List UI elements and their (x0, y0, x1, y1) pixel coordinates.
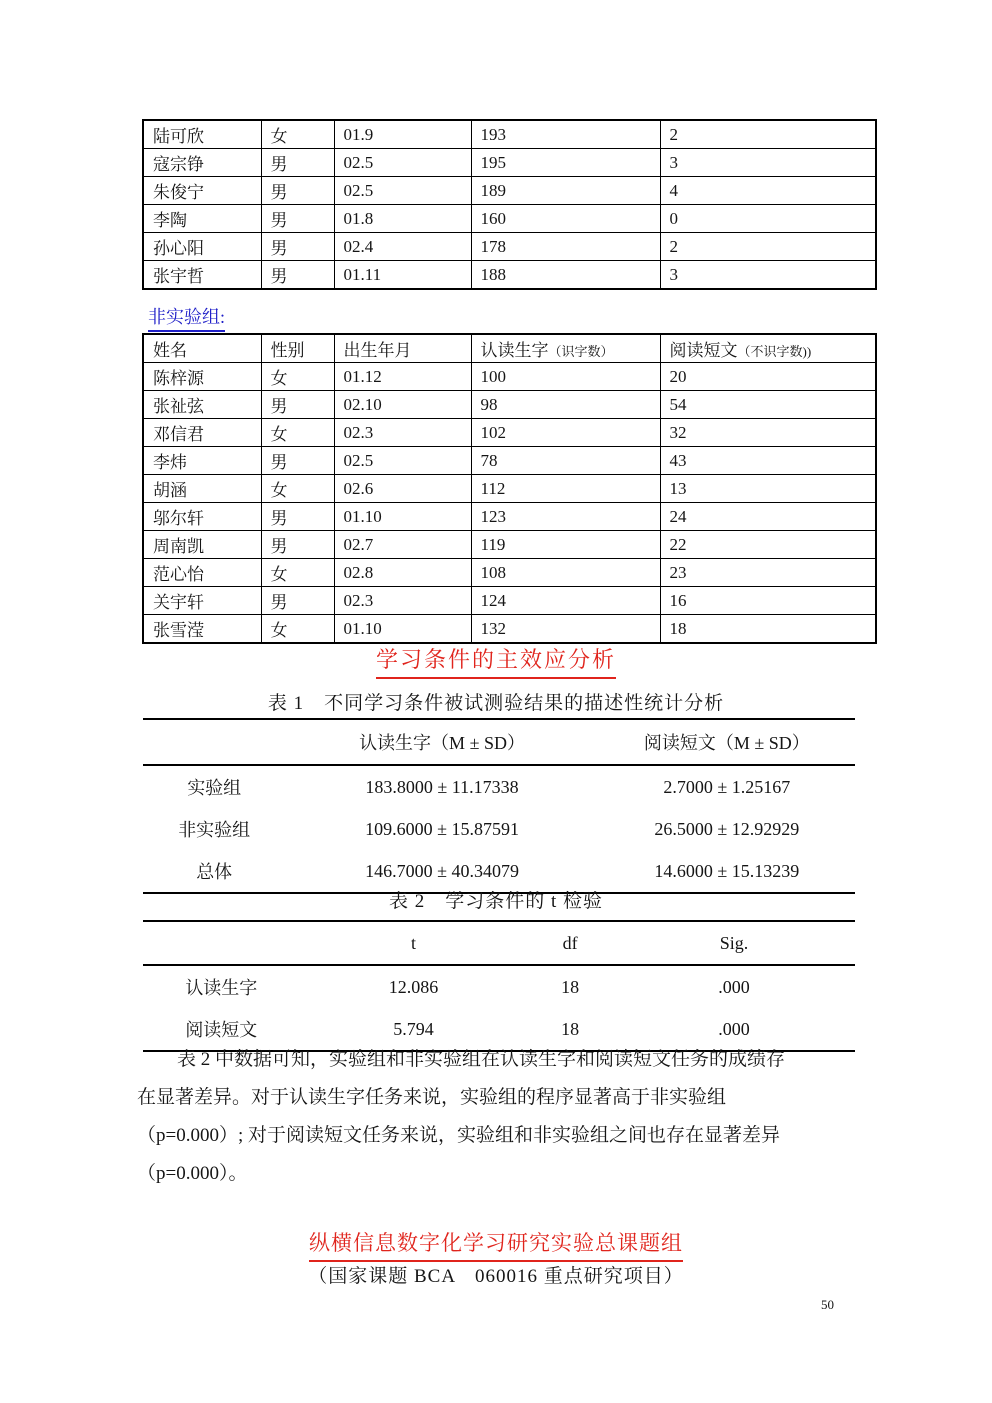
table-cell: 实验组 (187, 778, 242, 798)
table-header-row (143, 719, 855, 765)
table-cell: 02.5 (334, 149, 471, 177)
table-cell: 108 (471, 559, 660, 587)
table-cell: 男 (261, 503, 334, 531)
table-cell: 女 (261, 615, 334, 644)
descriptive-stats-table (143, 718, 855, 894)
table-cell: 02.5 (334, 177, 471, 205)
table-cell: 112 (471, 475, 660, 503)
table-cell: 01.10 (334, 615, 471, 644)
empty-header-cell (143, 719, 285, 765)
table-cell: 01.11 (334, 261, 471, 290)
t-test-table-header (143, 921, 855, 965)
column-header-reading-passage (660, 334, 876, 363)
paragraph-line: 在显著差异。对于认读生字任务来说，实验组的程序显著高于非实验组 (137, 1087, 727, 1108)
table-cell: 胡涵 (143, 475, 261, 503)
footer-heading: 纵横信息数字化学习研究实验总课题组 (309, 1227, 683, 1262)
table-cell: 20 (660, 363, 876, 391)
table-row (143, 475, 876, 503)
table-cell: 98 (471, 391, 660, 419)
experimental-group-table (142, 119, 877, 290)
table-cell: 朱俊宁 (143, 177, 261, 205)
column-header-passage-msd: 阅读短文（M ± SD） (599, 719, 855, 765)
column-header-sig: Sig. (613, 921, 855, 965)
t-test-table (143, 920, 855, 1052)
table-cell: 01.12 (334, 363, 471, 391)
table-cell: 18 (660, 615, 876, 644)
table-row (143, 765, 855, 808)
table-cell: 195 (471, 149, 660, 177)
table-cell: 范心怡 (143, 559, 261, 587)
footer-heading-wrap (0, 1227, 992, 1262)
table-cell: 02.10 (334, 391, 471, 419)
table-row (143, 419, 876, 447)
header-text: 出生年月 (343, 341, 412, 360)
table-cell: 02.3 (334, 419, 471, 447)
column-header-birthdate (334, 334, 471, 363)
paragraph-line: 表 2 中数据可知，实验组和非实验组在认读生字和阅读短文任务的成绩存 (177, 1049, 786, 1070)
main-heading: 学习条件的主效应分析 (376, 643, 616, 679)
table-cell: 02.6 (334, 475, 471, 503)
table-cell: 2.7000 ± 1.25167 (663, 776, 791, 797)
table-cell: 178 (471, 233, 660, 261)
table-cell: 26.5000 ± 12.92929 (654, 818, 800, 839)
table-cell: 02.5 (334, 447, 471, 475)
header-paren-text: （识字数） (548, 344, 614, 359)
analysis-paragraph (137, 1041, 897, 1193)
table-cell: 周南凯 (143, 531, 261, 559)
table-cell: 女 (261, 363, 334, 391)
table-cell: 李炜 (143, 447, 261, 475)
table-cell: 54 (660, 391, 876, 419)
table-cell: 孙心阳 (143, 233, 261, 261)
table-cell: 女 (261, 120, 334, 149)
table-cell: 张祉弦 (143, 391, 261, 419)
table2-caption: 表 2 学习条件的 t 检验 (388, 891, 604, 912)
t-test-table-body (143, 965, 855, 1051)
column-header-reading-msd: 认读生字（M ± SD） (285, 719, 598, 765)
footer-subtitle: （国家课题 BCA 060016 重点研究项目） (308, 1266, 684, 1287)
table-row (143, 965, 855, 1008)
column-header-name (143, 334, 261, 363)
nonexperimental-table-header (143, 334, 876, 363)
nonexperimental-group-label: 非实验组: (148, 303, 225, 332)
table-cell: 13 (660, 475, 876, 503)
table-cell: 193 (471, 120, 660, 149)
table-cell: 01.8 (334, 205, 471, 233)
table-cell: 100 (471, 363, 660, 391)
nonexperimental-group-table (142, 333, 877, 644)
header-text: 性别 (270, 341, 305, 360)
footer-subtitle-wrap (0, 1261, 992, 1288)
table-cell: 123 (471, 503, 660, 531)
header-text: 阅读短文 (669, 341, 738, 360)
table-cell: 男 (261, 261, 334, 290)
page-number: 50 (821, 1297, 834, 1312)
table-cell: 男 (261, 391, 334, 419)
table-cell: 132 (471, 615, 660, 644)
table-row (143, 233, 876, 261)
table-cell: 24 (660, 503, 876, 531)
table-header-row (143, 921, 855, 965)
table-cell: 02.7 (334, 531, 471, 559)
table-row (143, 177, 876, 205)
column-header-t: t (300, 921, 528, 965)
table-row (143, 205, 876, 233)
table-cell: 18 (561, 1018, 580, 1039)
table-cell: 关宇轩 (143, 587, 261, 615)
table-cell: .000 (718, 976, 750, 997)
table-cell: 陈梓源 (143, 363, 261, 391)
table-cell: 01.9 (334, 120, 471, 149)
table-cell: 邬尔轩 (143, 503, 261, 531)
table-cell: 男 (261, 531, 334, 559)
table-cell: 3 (660, 261, 876, 290)
table-cell: 32 (660, 419, 876, 447)
table-cell: 02.8 (334, 559, 471, 587)
nonexperimental-table-body (143, 363, 876, 644)
table-cell: 5.794 (393, 1018, 434, 1039)
table-cell: 183.8000 ± 11.17338 (365, 776, 519, 797)
table-row (143, 531, 876, 559)
table-cell: 男 (261, 205, 334, 233)
section-label-wrap (148, 303, 225, 332)
table-cell: .000 (718, 1018, 750, 1039)
table-cell: 02.3 (334, 587, 471, 615)
table-cell: 01.10 (334, 503, 471, 531)
table-cell: 14.6000 ± 15.13239 (654, 860, 800, 881)
table-cell: 2 (660, 120, 876, 149)
table-cell: 阅读短文 (185, 1020, 258, 1040)
table-header-row (143, 334, 876, 363)
column-header-reading-chars (471, 334, 660, 363)
table-cell: 160 (471, 205, 660, 233)
table-cell: 16 (660, 587, 876, 615)
table-cell: 男 (261, 233, 334, 261)
table-cell: 78 (471, 447, 660, 475)
table-cell: 李陶 (143, 205, 261, 233)
table-cell: 146.7000 ± 40.34079 (365, 860, 519, 881)
table-cell: 女 (261, 419, 334, 447)
table-cell: 23 (660, 559, 876, 587)
table-cell: 12.086 (388, 976, 439, 997)
table2-caption-wrap (0, 886, 992, 913)
table-cell: 43 (660, 447, 876, 475)
table1-caption-wrap (0, 688, 992, 715)
table-cell: 认读生字 (185, 978, 258, 998)
table-cell: 2 (660, 233, 876, 261)
header-paren-text: （不识字数)) (737, 344, 812, 359)
table-row (143, 447, 876, 475)
table-row (143, 363, 876, 391)
table-cell: 188 (471, 261, 660, 290)
table-cell: 非实验组 (178, 820, 251, 840)
table-row (143, 808, 855, 850)
column-header-df: df (527, 921, 612, 965)
table-cell: 寇宗铮 (143, 149, 261, 177)
table-cell: 陆可欣 (143, 120, 261, 149)
table-cell: 邓信君 (143, 419, 261, 447)
table-cell: 张雪滢 (143, 615, 261, 644)
table-cell: 119 (471, 531, 660, 559)
table-cell: 男 (261, 149, 334, 177)
table-row (143, 615, 876, 644)
table-cell: 4 (660, 177, 876, 205)
table-cell: 男 (261, 447, 334, 475)
table-row (143, 261, 876, 290)
main-heading-wrap (0, 643, 992, 679)
table-cell: 总体 (196, 862, 233, 882)
table-cell: 189 (471, 177, 660, 205)
table-row (143, 391, 876, 419)
table-row (143, 149, 876, 177)
table-row (143, 559, 876, 587)
experimental-group-table-body (143, 120, 876, 289)
paragraph-line: （p=0.000）; 对于阅读短文任务来说，实验组和非实验组之间也存在显著差异 (137, 1125, 780, 1146)
table-row (143, 120, 876, 149)
table-row (143, 587, 876, 615)
table-cell: 男 (261, 587, 334, 615)
table1-caption: 表 1 不同学习条件被试测验结果的描述性统计分析 (267, 693, 725, 714)
table-cell: 3 (660, 149, 876, 177)
header-text: 认读生字 (480, 341, 549, 360)
table-cell: 124 (471, 587, 660, 615)
table-cell: 22 (660, 531, 876, 559)
table-cell: 109.6000 ± 15.87591 (365, 818, 519, 839)
table-cell: 18 (561, 976, 580, 997)
table-cell: 0 (660, 205, 876, 233)
paragraph-line: （p=0.000）。 (137, 1163, 248, 1184)
column-header-gender (261, 334, 334, 363)
table-row (143, 503, 876, 531)
table-cell: 102 (471, 419, 660, 447)
table-cell: 女 (261, 475, 334, 503)
stats-table-header (143, 719, 855, 765)
table-cell: 男 (261, 177, 334, 205)
empty-header-cell (143, 921, 300, 965)
table-cell: 02.4 (334, 233, 471, 261)
header-text: 姓名 (153, 341, 187, 360)
table-cell: 女 (261, 559, 334, 587)
stats-table-body (143, 765, 855, 893)
table-cell: 张宇哲 (143, 261, 261, 290)
